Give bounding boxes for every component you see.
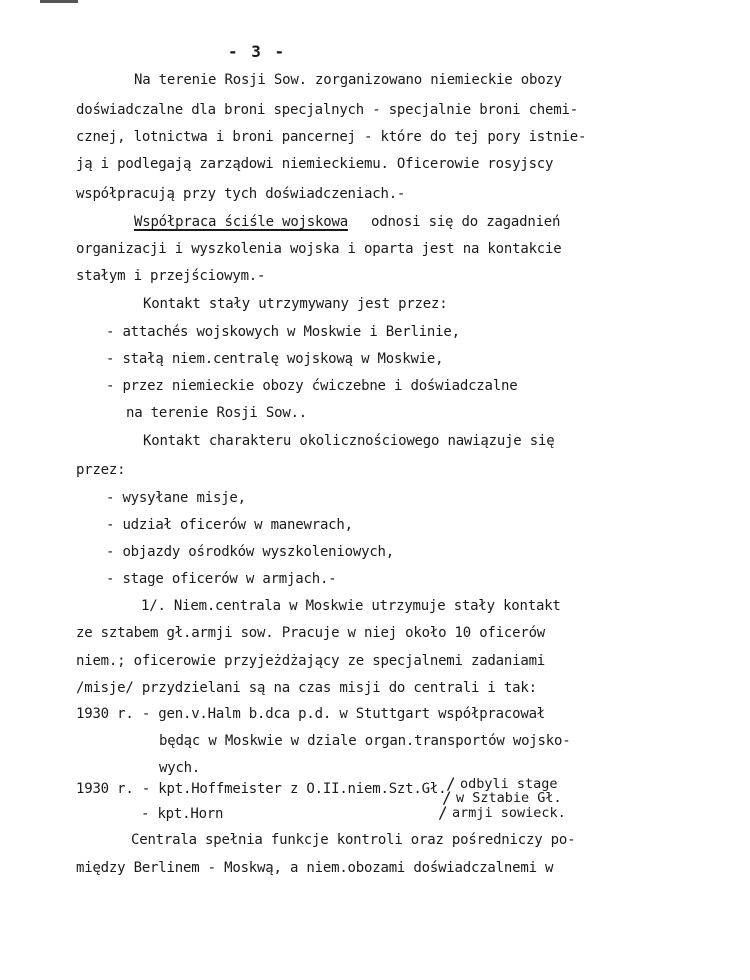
paragraph-line: stałym i przejściowym.- [76,268,266,284]
list-item-continuation: na terenie Rosji Sow.. [126,405,308,421]
paragraph-line: współpracują przy tych doświadczeniach.- [76,186,406,202]
paragraph-line: cznej, lotnictwa i broni pancernej - które do tej pory istnie- [76,129,587,145]
bracket-slash-top: / [446,774,456,793]
list-item: - wysyłane misje, [106,490,246,506]
page-number: - 3 - [228,42,287,61]
paragraph-line: organizacji i wyszkolenia wojska i oparta jest na kontakcie [76,241,562,257]
paragraph-line: Kontakt stały utrzymywany jest przez: [143,296,448,312]
paragraph-line: między Berlinem - Moskwą, a niem.obozami doświadczalnemi w [76,860,554,876]
bracket-note-line: odbyli stage [460,776,558,792]
page-edge-mark [40,0,78,3]
bracket-note-line: armji sowieck. [452,805,566,821]
paragraph-line: /misje/ przydzielani są na czas misji do centrali i tak: [76,680,537,696]
paragraph-line: Kontakt charakteru okolicznościowego nawiązuje się [143,433,555,449]
paragraph-line: ją i podlegają zarządowi niemieckiemu. Oficerowie rosyjscy [76,156,554,172]
list-item: - przez niemieckie obozy ćwiczebne i doświadczalne [106,378,518,394]
bracket-slash-bottom: / [438,803,448,822]
paragraph-line: ze sztabem gł.armji sow. Pracuje w niej około 10 oficerów [76,625,546,641]
paragraph-line: 1930 r. - gen.v.Halm b.dca p.d. w Stuttgart współpracował [76,706,546,722]
paragraph-line: niem.; oficerowie przyjeżdżający ze specjalnemi zadaniami [76,653,546,669]
paragraph-line: przez: [76,462,126,478]
list-item: - udział oficerów w manewrach, [106,517,353,533]
paragraph-line: doświadczalne dla broni specjalnych - specjalnie broni chemi- [76,102,578,118]
paragraph-line: - kpt.Horn [141,806,224,822]
paragraph-line: 1/. Niem.centrala w Moskwie utrzymuje stały kontakt [141,598,561,614]
bracket-note [438,774,586,824]
paragraph-line: Centrala spełnia funkcje kontroli oraz pośredniczy po- [131,832,576,848]
underlined-heading: Współpraca ściśle wojskowa [134,214,348,230]
list-item: - stałą niem.centralę wojskową w Moskwie, [106,351,444,367]
list-item: - attachés wojskowych w Moskwie i Berlinie, [106,324,460,340]
list-item: - objazdy ośrodków wyszkoleniowych, [106,544,395,560]
paragraph-line: będąc w Moskwie w dziale organ.transportów wojsko- [159,733,571,749]
paragraph-line: 1930 r. - kpt.Hoffmeister z O.II.niem.Szt.Gł. [76,781,447,797]
bracket-slash-middle: / [442,788,452,807]
paragraph-line: Na terenie Rosji Sow. zorganizowano niemieckie obozy [134,72,562,88]
list-item: - stage oficerów w armjach.- [106,571,337,587]
paragraph-line: wych. [159,760,201,776]
bracket-note-line: w Sztabie Gł. [456,790,562,806]
paragraph-line: odnosi się do zagadnień [371,214,561,230]
